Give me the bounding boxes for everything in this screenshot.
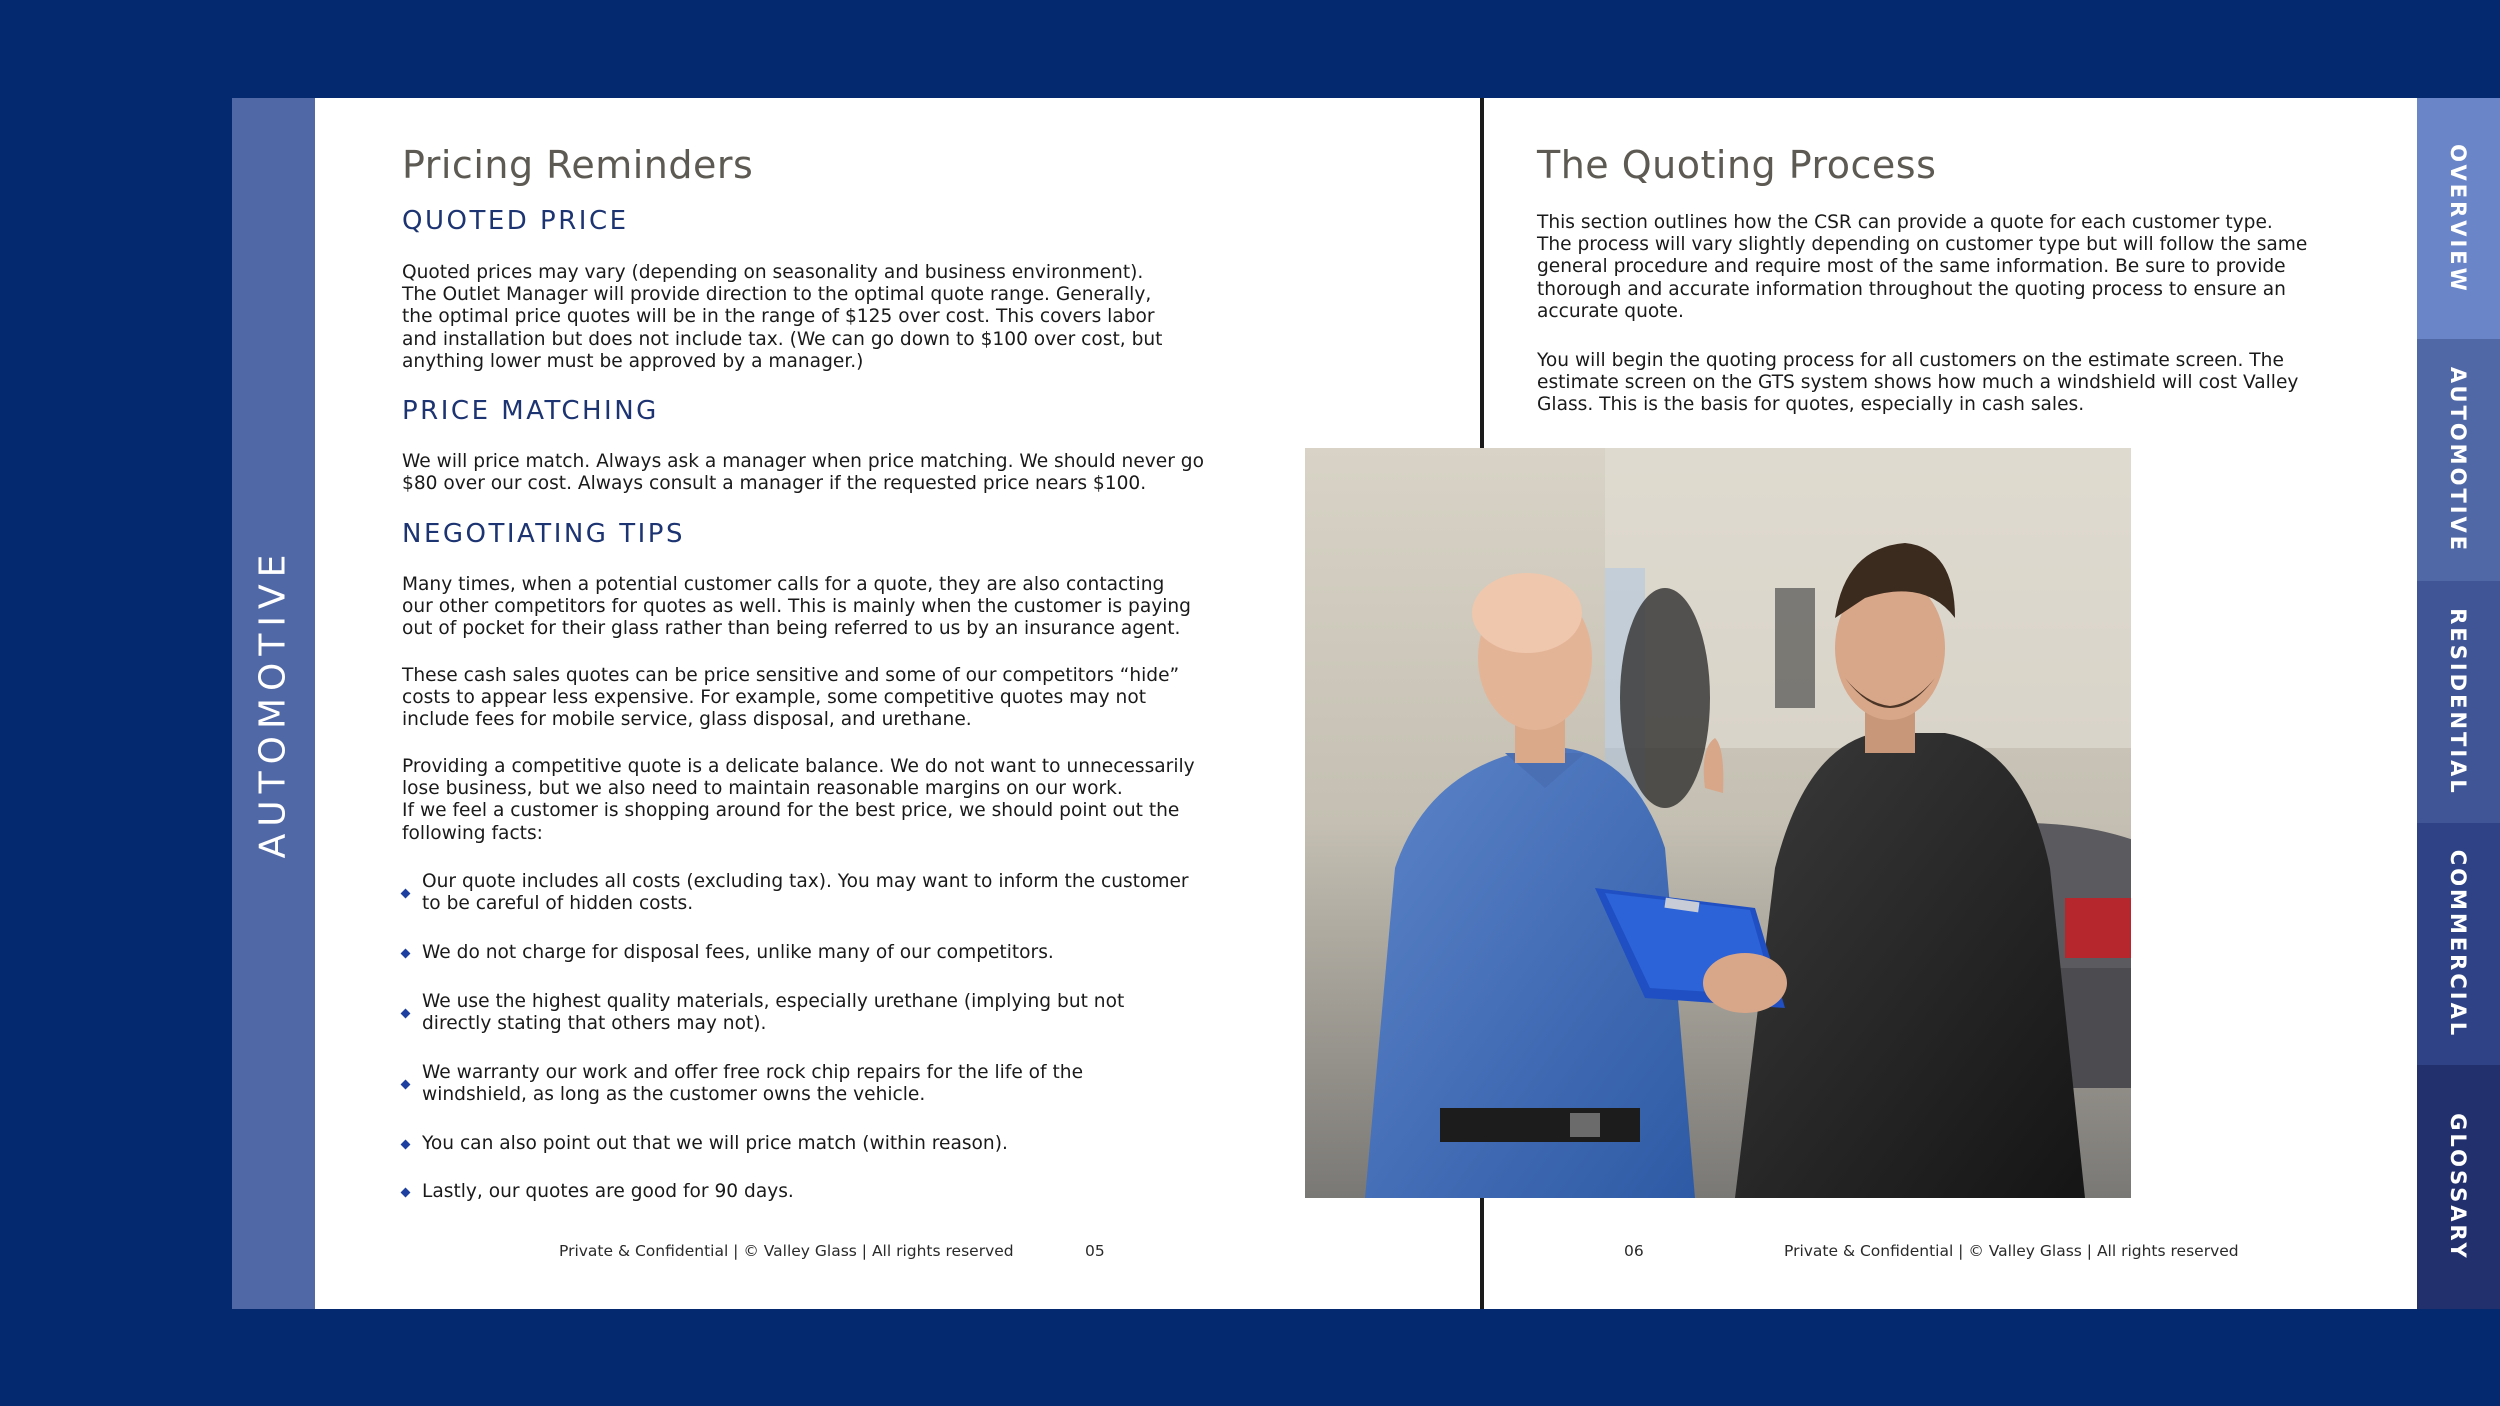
section-strip bbox=[232, 98, 315, 1309]
list-item bbox=[402, 991, 1242, 1035]
page-footer: Private & Confidential | © Valley Glass | All rights reserved bbox=[1784, 1242, 2239, 1260]
tab-label: COMMERCIAL bbox=[2446, 849, 2470, 1039]
two-men-with-clipboard-illustration bbox=[1305, 448, 2131, 1198]
diamond-bullet-icon bbox=[401, 1008, 411, 1018]
booklet-spread bbox=[232, 98, 2470, 1309]
diamond-bullet-icon bbox=[401, 948, 411, 958]
negotiating-tips-heading: NEGOTIATING TIPS bbox=[402, 519, 685, 549]
negotiating-tips-para-1: Many times, when a potential customer calls for a quote, they are also contacting our other competitors for quotes as well. This is mainly when the customer is paying out of pocket for their glass rather than being referred to us by an insurance agent. bbox=[402, 574, 1191, 640]
price-matching-body: We will price match. Always ask a manager when price matching. We should never go $80 over our cost. Always consult a manager if the requested price nears $100. bbox=[402, 451, 1204, 495]
diamond-bullet-icon bbox=[401, 1079, 411, 1089]
list-item-text: Lastly, our quotes are good for 90 days. bbox=[422, 1181, 794, 1202]
page-title: Pricing Reminders bbox=[402, 143, 754, 187]
quoted-price-heading: QUOTED PRICE bbox=[402, 206, 629, 236]
section-strip-label: AUTOMOTIVE bbox=[252, 547, 294, 859]
list-item bbox=[402, 1133, 1242, 1155]
page-footer: Private & Confidential | © Valley Glass | All rights reserved bbox=[559, 1242, 1014, 1260]
page-number: 05 bbox=[1085, 1242, 1105, 1260]
tab-residential[interactable] bbox=[2417, 581, 2500, 823]
negotiating-tips-para-2: These cash sales quotes can be price sensitive and some of our competitors “hide” costs to appear less expensive. For example, some competitive quotes may not include fees for mobile service, glass disposal, and urethane. bbox=[402, 665, 1180, 731]
list-item bbox=[402, 871, 1242, 915]
quoted-price-body: Quoted prices may vary (depending on seasonality and business environment). The Outlet Manager will provide direction to the optimal quote range. Generally, the optimal price quotes will be in the range of $125 over cost. This covers labor and installation but does not include tax. (We can go down to $100 over cost, but anything lower must be approved by a manager.) bbox=[402, 262, 1163, 372]
page-title: The Quoting Process bbox=[1537, 143, 1937, 187]
tab-commercial[interactable] bbox=[2417, 823, 2500, 1065]
tab-label: AUTOMOTIVE bbox=[2446, 366, 2470, 554]
quoting-intro-para: This section outlines how the CSR can provide a quote for each customer type. The process will vary slightly depending on customer type but will follow the same general procedure and require most of the same information. Be sure to provide thorough and accurate information throughout the quoting process to ensure an accurate quote. bbox=[1537, 212, 2308, 322]
section-tabs bbox=[2417, 98, 2500, 1309]
diamond-bullet-icon bbox=[401, 1139, 411, 1149]
quoting-estimate-para: You will begin the quoting process for all customers on the estimate screen. The estimate screen on the GTS system shows how much a windshield will cost Valley Glass. This is the basis for quotes, especially in cash sales. bbox=[1537, 350, 2299, 416]
tab-label: RESIDENTIAL bbox=[2446, 608, 2470, 796]
tab-automotive[interactable] bbox=[2417, 339, 2500, 581]
list-item bbox=[402, 1181, 1242, 1203]
tab-label: OVERVIEW bbox=[2446, 143, 2470, 294]
garage-photo bbox=[1305, 448, 2131, 1198]
list-item bbox=[402, 942, 1242, 964]
list-item-text: Our quote includes all costs (excluding tax). You may want to inform the customer to be careful of hidden costs. bbox=[422, 871, 1189, 915]
list-item-text: We do not charge for disposal fees, unlike many of our competitors. bbox=[422, 942, 1054, 963]
page-number: 06 bbox=[1624, 1242, 1644, 1260]
tab-label: GLOSSARY bbox=[2446, 1113, 2470, 1261]
list-item-text: You can also point out that we will price match (within reason). bbox=[422, 1133, 1008, 1154]
list-item bbox=[402, 1062, 1242, 1106]
diamond-bullet-icon bbox=[401, 1187, 411, 1197]
price-matching-heading: PRICE MATCHING bbox=[402, 396, 659, 426]
negotiating-tips-para-3: Providing a competitive quote is a delicate balance. We do not want to unnecessarily lose business, but we also need to maintain reasonable margins on our work. If we feel a customer is shopping around for the best price, we should point out the following facts: bbox=[402, 756, 1195, 844]
tab-overview[interactable] bbox=[2417, 98, 2500, 339]
list-item-text: We warranty our work and offer free rock chip repairs for the life of the windshield, as long as the customer owns the vehicle. bbox=[422, 1062, 1084, 1106]
diamond-bullet-icon bbox=[401, 888, 411, 898]
tab-glossary[interactable] bbox=[2417, 1065, 2500, 1309]
list-item-text: We use the highest quality materials, especially urethane (implying but not directly stating that others may not). bbox=[422, 991, 1125, 1035]
